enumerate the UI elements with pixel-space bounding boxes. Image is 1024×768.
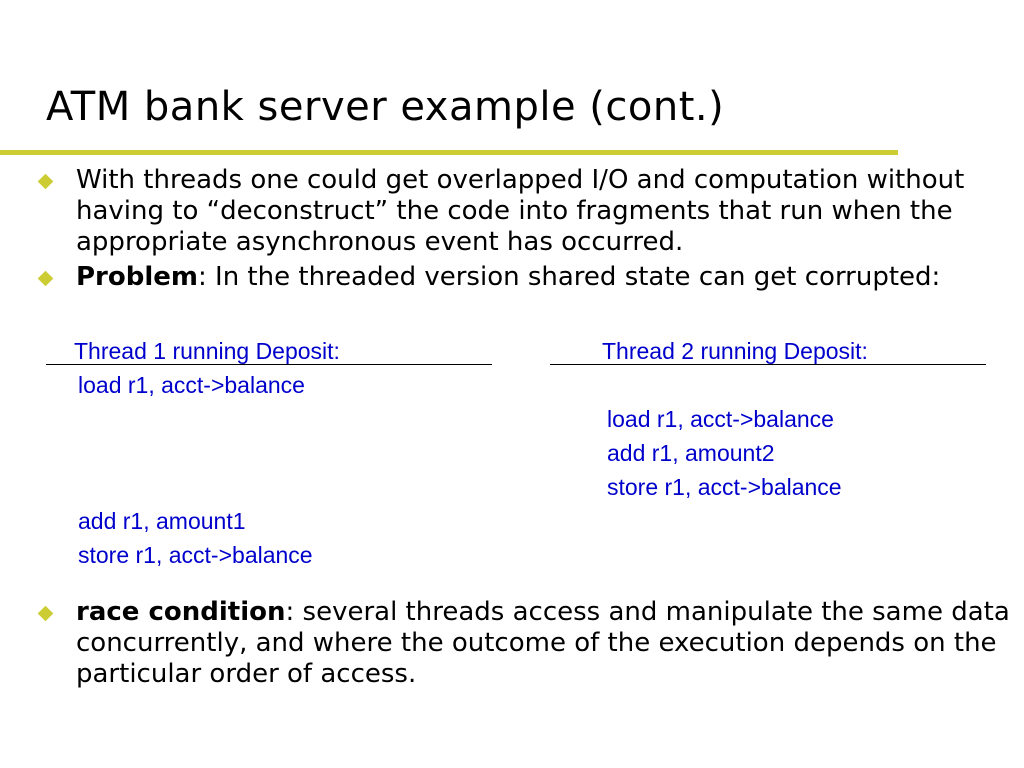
thread1-line-store: store r1, acct->balance <box>78 542 313 568</box>
thread2-line-store: store r1, acct->balance <box>607 474 842 500</box>
thread2-line-add: add r1, amount2 <box>607 440 775 466</box>
diamond-bullet-icon <box>38 606 54 622</box>
bullet-body: : In the threaded version shared state can get corrupted: <box>198 262 941 292</box>
bullet-body: With threads one could get overlapped I/O and computation without having to “deconstruct” the code into fragments that run when the appropriate asynchronous event has occurred. <box>76 165 965 257</box>
thread1-line-load: load r1, acct->balance <box>78 372 305 398</box>
bullet-problem <box>40 262 1015 293</box>
diamond-bullet-icon <box>38 174 54 190</box>
bullet-body: : several threads access and manipulate the same data concurrently, and where the outcome of the execution depends on the particular order of access. <box>76 597 1010 689</box>
thread2-line-load: load r1, acct->balance <box>607 406 834 432</box>
bullet-bold-term: race condition <box>76 597 286 627</box>
bullet-text <box>76 262 1015 293</box>
bullet-text <box>76 165 1015 258</box>
thread2-header: Thread 2 running Deposit: <box>602 338 868 364</box>
bullet-threads-overlap <box>40 165 1015 258</box>
thread1-header-rule <box>46 364 492 365</box>
title-underline <box>0 150 898 155</box>
bullet-bold-term: Problem <box>76 262 198 292</box>
diamond-bullet-icon <box>38 271 54 287</box>
thread1-header: Thread 1 running Deposit: <box>74 338 340 364</box>
bullet-text <box>76 597 1015 690</box>
thread1-line-add: add r1, amount1 <box>78 508 246 534</box>
thread2-header-rule <box>550 364 986 365</box>
bullet-race-condition <box>40 597 1015 690</box>
slide-title: ATM bank server example (cont.) <box>46 84 725 130</box>
